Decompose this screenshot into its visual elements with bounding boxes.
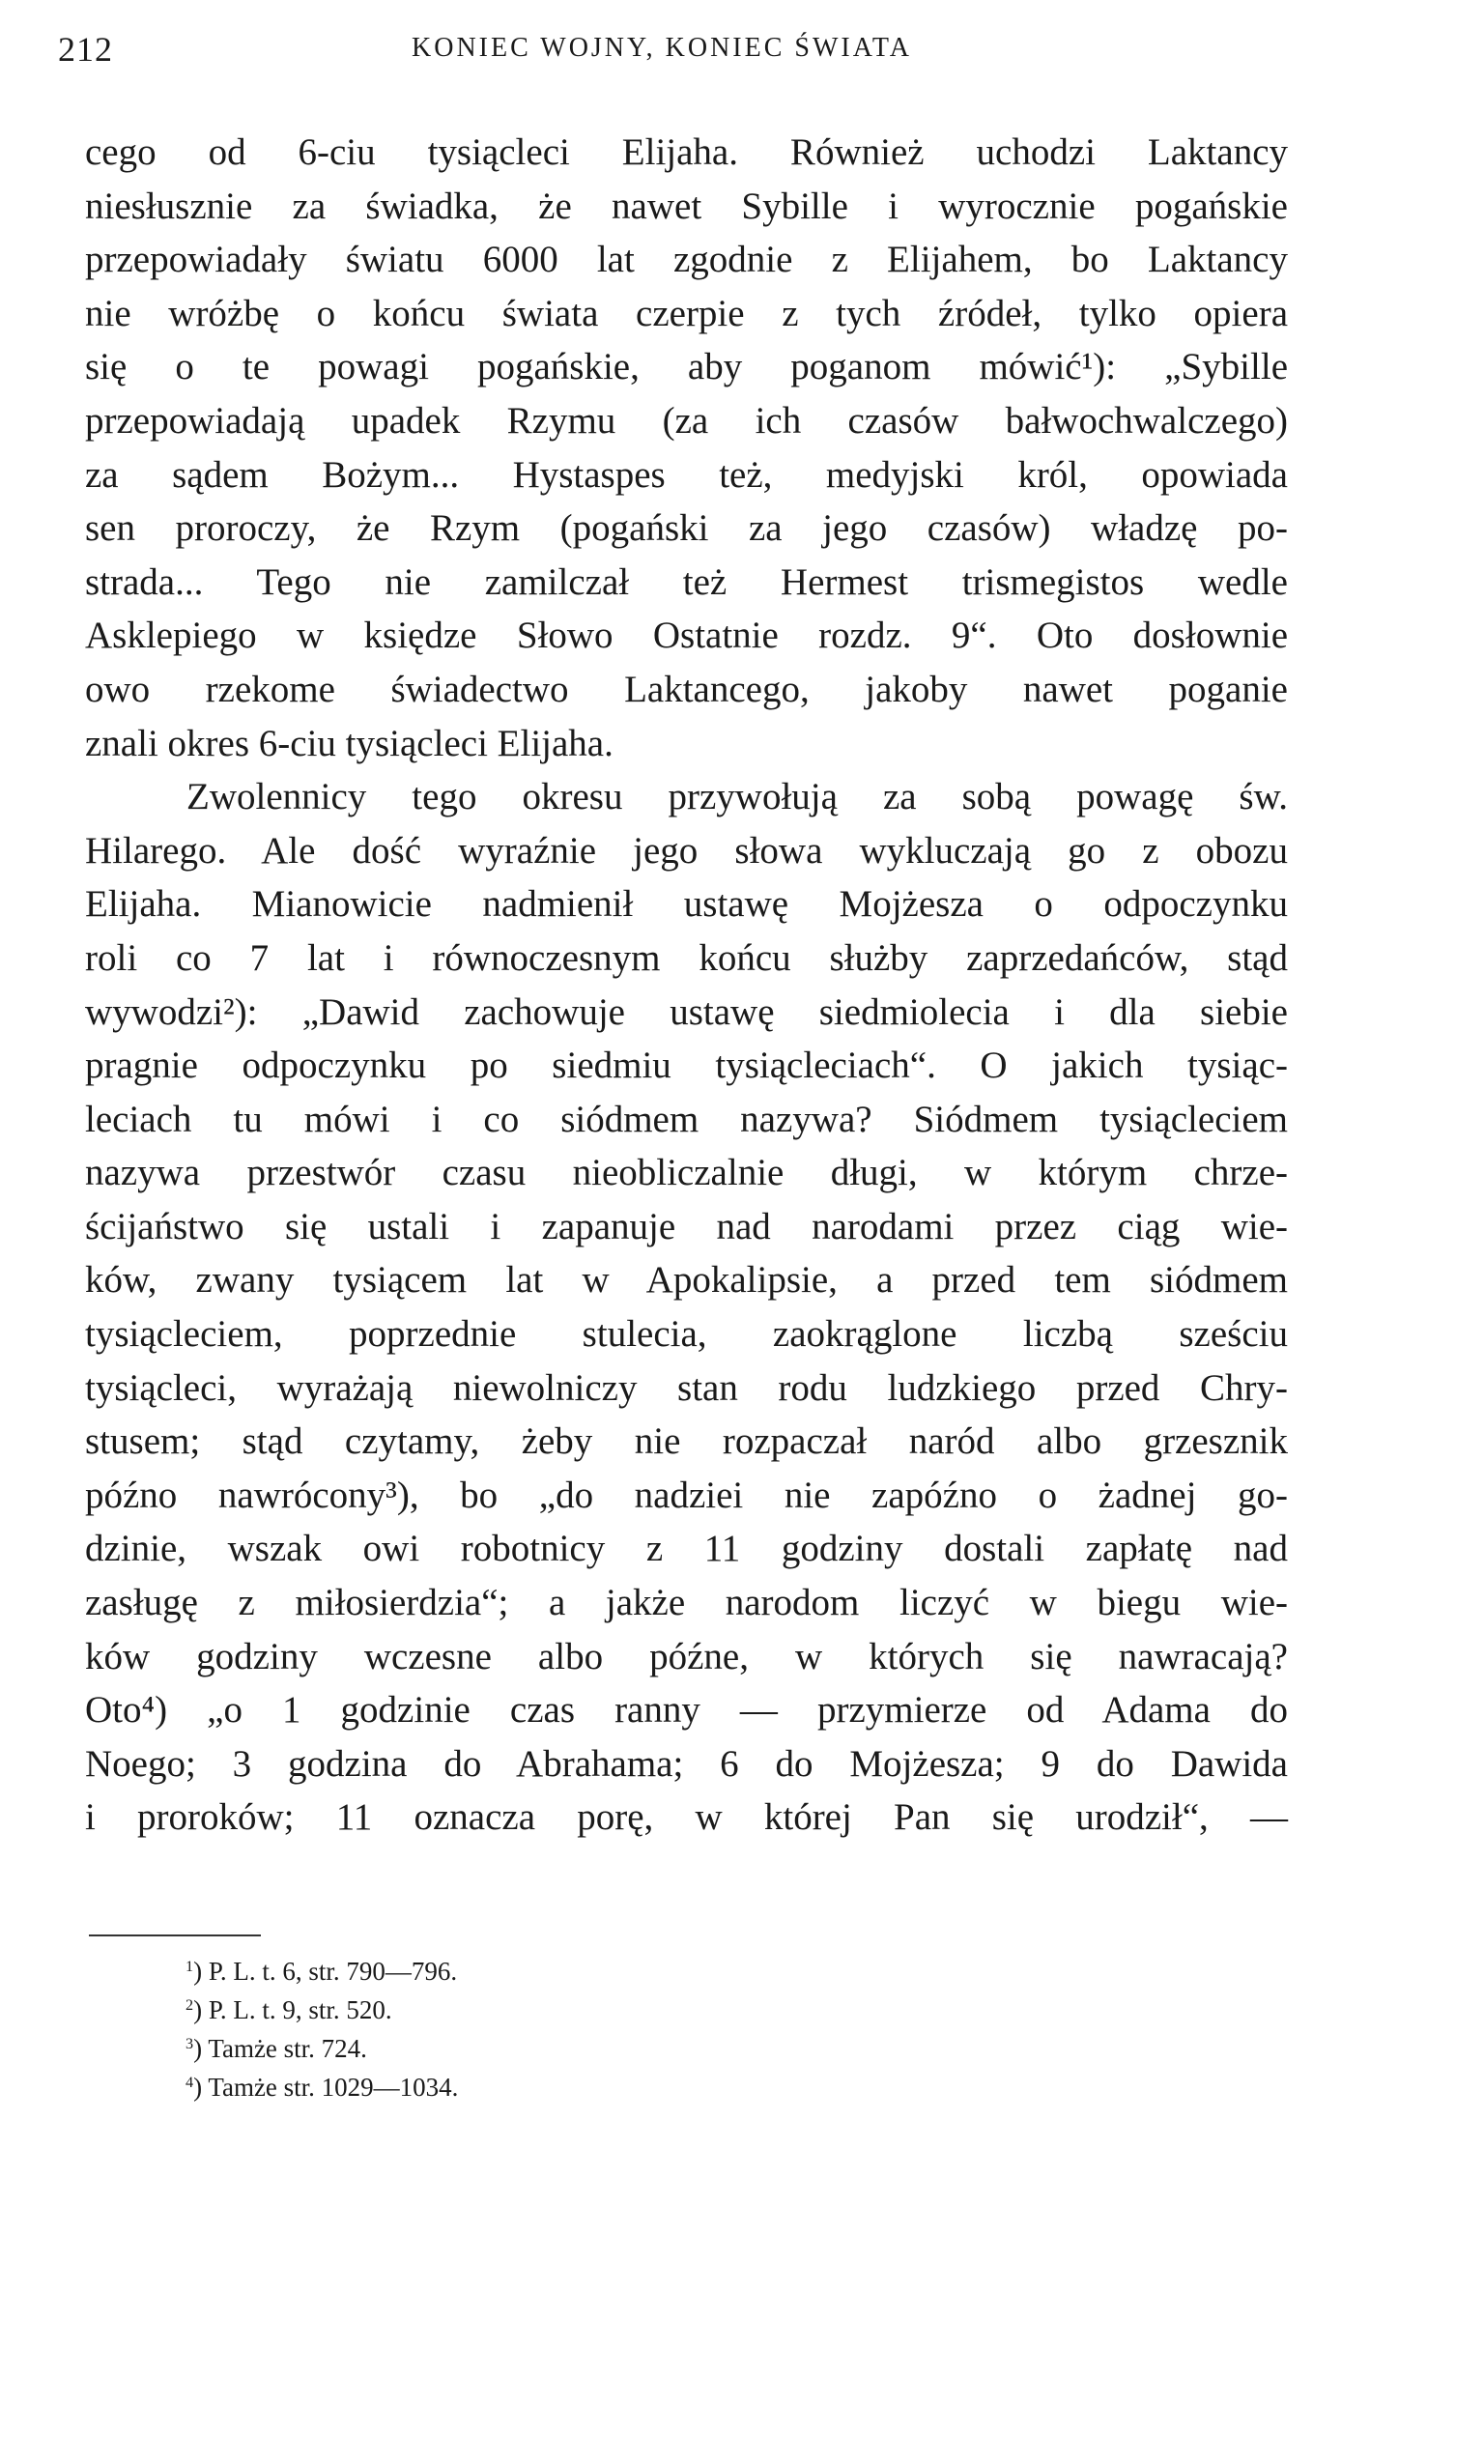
body-text bbox=[85, 126, 1288, 1845]
text-line: przepowiadały światu 6000 lat zgodnie z Elijahem, bo Laktancy bbox=[85, 239, 1288, 281]
text-line: ków, zwany tysiącem lat w Apokalipsie, a przed tem siódmem bbox=[85, 1259, 1288, 1302]
text-line: pragnie odpoczynku po siedmiu tysiącleciach“. O jakich tysiąc- bbox=[85, 1045, 1288, 1087]
footnote-mark: 4 bbox=[186, 2074, 194, 2092]
text-line: przepowiadają upadek Rzymu (za ich czasów bałwochwalczego) bbox=[85, 399, 1288, 442]
running-head: KONIEC WOJNY, KONIEC ŚWIATA bbox=[412, 33, 912, 63]
text-line: Oto⁴) „o 1 godzinie czas ranny — przymierze od Adama do bbox=[85, 1689, 1288, 1732]
footnote-paren: ) bbox=[193, 1957, 209, 1986]
footnote bbox=[186, 1991, 458, 2029]
text-line: Asklepiego w księdze Słowo Ostatnie rozdz. 9“. Oto dosłownie bbox=[85, 615, 1288, 657]
footnote-mark: 2 bbox=[186, 1996, 194, 2015]
footnote-text: P. L. t. 9, str. 520. bbox=[208, 1995, 392, 2024]
text-line: owo rzekome świadectwo Laktancego, jakoby nawet poganie bbox=[85, 668, 1288, 710]
page-number: 212 bbox=[58, 30, 113, 69]
footnote-text: Tamże str. 724. bbox=[208, 2034, 367, 2063]
text-line: strada... Tego nie zamilczał też Hermest trismegistos wedle bbox=[85, 560, 1288, 603]
text-line: Zwolennicy tego okresu przywołują za sobą powagę św. bbox=[186, 776, 1288, 818]
text-line: Noego; 3 godzina do Abrahama; 6 do Mojżesza; 9 do Dawida bbox=[85, 1742, 1288, 1785]
text-line: sen proroczy, że Rzym (pogański za jego czasów) władzę po- bbox=[85, 507, 1288, 550]
text-line: leciach tu mówi i co siódmem nazywa? Siódmem tysiącleciem bbox=[85, 1098, 1288, 1140]
text-line: zasługę z miłosierdzia“; a jakże narodom liczyć w biegu wie- bbox=[85, 1582, 1288, 1624]
text-line: tysiącleci, wyrażają niewolniczy stan rodu ludzkiego przed Chry- bbox=[85, 1366, 1288, 1409]
text-line: Hilarego. Ale dość wyraźnie jego słowa wykluczają go z obozu bbox=[85, 829, 1288, 872]
footnote-text: P. L. t. 6, str. 790—796. bbox=[208, 1957, 458, 1986]
text-line: Elijaha. Mianowicie nadmienił ustawę Mojżesza o odpoczynku bbox=[85, 883, 1288, 926]
text-line: i proroków; 11 oznacza porę, w której Pan się urodził“, — bbox=[85, 1796, 1288, 1839]
text-line: się o te powagi pogańskie, aby poganom mówić¹): „Sybille bbox=[85, 346, 1288, 388]
text-line: dzinie, wszak owi robotnicy z 11 godziny dostali zapłatę nad bbox=[85, 1528, 1288, 1570]
text-line: znali okres 6-ciu tysiącleci Elijaha. bbox=[85, 722, 614, 764]
footnote-text: Tamże str. 1029—1034. bbox=[208, 2073, 459, 2102]
text-line: nazywa przestwór czasu nieobliczalnie długi, w którym chrze- bbox=[85, 1152, 1288, 1194]
text-line: stusem; stąd czytamy, żeby nie rozpaczał naród albo grzesznik bbox=[85, 1420, 1288, 1463]
text-line: za sądem Bożym... Hystaspes też, medyjski król, opowiada bbox=[85, 453, 1288, 496]
text-line: tysiącleciem, poprzednie stulecia, zaokrąglone liczbą sześciu bbox=[85, 1313, 1288, 1356]
page-header bbox=[0, 29, 1484, 68]
text-line: ścijaństwo się ustali i zapanuje nad narodami przez ciąg wie- bbox=[85, 1205, 1288, 1247]
footnote-mark: 1 bbox=[186, 1958, 194, 1976]
footnote-paren: ) bbox=[193, 2034, 209, 2063]
footnote bbox=[186, 1952, 458, 1991]
text-line: niesłusznie za świadka, że nawet Sybille i wyrocznie pogańskie bbox=[85, 185, 1288, 227]
footnote-paren: ) bbox=[193, 2073, 209, 2102]
text-line: cego od 6-ciu tysiącleci Elijaha. Również uchodzi Laktancy bbox=[85, 131, 1288, 173]
text-line: roli co 7 lat i równoczesnym końcu służby zaprzedańców, stąd bbox=[85, 936, 1288, 979]
text-line: ków godziny wczesne albo późne, w których się nawracają? bbox=[85, 1635, 1288, 1677]
footnotes bbox=[186, 1952, 458, 2106]
text-line: nie wróżbę o końcu świata czerpie z tych źródeł, tylko opiera bbox=[85, 292, 1288, 334]
footnote-mark: 3 bbox=[186, 2035, 194, 2053]
footnote-paren: ) bbox=[193, 1995, 209, 2024]
text-line: późno nawrócony³), bo „do nadziei nie zapóźno o żadnej go- bbox=[85, 1474, 1288, 1516]
footnote bbox=[186, 2068, 458, 2106]
text-line: wywodzi²): „Dawid zachowuje ustawę siedmiolecia i dla siebie bbox=[85, 990, 1288, 1033]
footnote-separator bbox=[89, 1934, 261, 1936]
footnote bbox=[186, 2029, 458, 2068]
